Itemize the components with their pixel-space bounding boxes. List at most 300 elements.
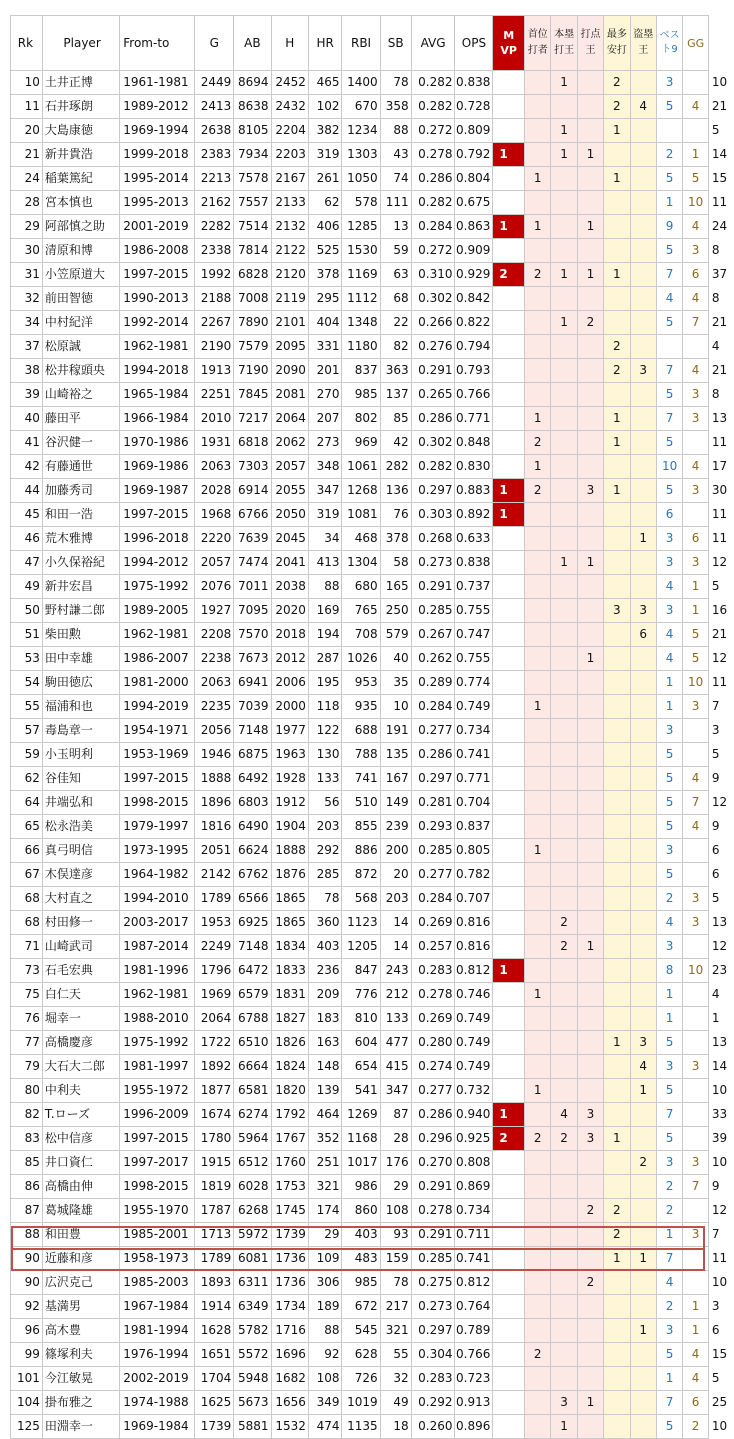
- cell-ops: 0.812: [455, 1271, 493, 1295]
- cell-from-to: 1976-1994: [120, 1343, 195, 1367]
- cell-mvp: [493, 191, 525, 215]
- cell-hr: 163: [308, 1031, 342, 1055]
- cell-gg: 3: [683, 479, 709, 503]
- cell-rbi: 741: [342, 767, 380, 791]
- cell-bt: [525, 1391, 551, 1415]
- cell-rbi: 765: [342, 599, 380, 623]
- cell-ab: 7303: [234, 455, 271, 479]
- cell-from-to: 1981-1996: [120, 959, 195, 983]
- cell-g: 2338: [195, 239, 234, 263]
- cell-h: 2018: [271, 623, 308, 647]
- cell-sbt: [630, 743, 656, 767]
- header-sb[interactable]: SB: [380, 16, 411, 71]
- cell-hr: 122: [308, 719, 342, 743]
- table-row: [11, 719, 734, 743]
- cell-hrt: [551, 335, 577, 359]
- cell-hrt: [551, 1151, 577, 1175]
- cell-h: 1963: [271, 743, 308, 767]
- cell-bt: [525, 911, 551, 935]
- cell-player: 藤田平: [42, 407, 119, 431]
- cell-rbi: 568: [342, 887, 380, 911]
- cell-g: 2208: [195, 623, 234, 647]
- cell-g: 2056: [195, 719, 234, 743]
- cell-avg: 0.267: [411, 623, 455, 647]
- cell-rbit: [577, 887, 603, 911]
- cell-rbi: 1285: [342, 215, 380, 239]
- cell-gg: 3: [683, 1055, 709, 1079]
- cell-rbit: [577, 815, 603, 839]
- cell-g: 1789: [195, 1247, 234, 1271]
- cell-g: 2063: [195, 455, 234, 479]
- cell-rbit: 2: [577, 1199, 603, 1223]
- cell-avg: 0.266: [411, 311, 455, 335]
- cell-sbt: [630, 959, 656, 983]
- cell-rk: 44: [11, 479, 43, 503]
- table-row: [11, 599, 734, 623]
- cell-bt: 1: [525, 455, 551, 479]
- cell-from-to: 1997-2015: [120, 1127, 195, 1151]
- cell-ops: 0.747: [455, 623, 493, 647]
- cell-bt: [525, 359, 551, 383]
- cell-mvp: [493, 1223, 525, 1247]
- cell-rbi: 985: [342, 383, 380, 407]
- cell-hr: 348: [308, 455, 342, 479]
- header-best9[interactable]: [656, 16, 682, 71]
- cell-extra: 12: [708, 551, 733, 575]
- cell-bt: [525, 743, 551, 767]
- cell-gg: 4: [683, 95, 709, 119]
- header-from-to[interactable]: From-to: [120, 16, 195, 71]
- header-batting-title[interactable]: [525, 16, 551, 71]
- cell-h: 1734: [271, 1295, 308, 1319]
- cell-from-to: 1989-2005: [120, 599, 195, 623]
- cell-player: 宮本慎也: [42, 191, 119, 215]
- cell-rbit: [577, 359, 603, 383]
- cell-from-to: 1997-2015: [120, 503, 195, 527]
- cell-ab: 7148: [234, 719, 271, 743]
- cell-rk: 76: [11, 1007, 43, 1031]
- cell-h: 2012: [271, 647, 308, 671]
- cell-player: 有藤通世: [42, 455, 119, 479]
- cell-rbit: [577, 95, 603, 119]
- cell-b9: 5: [656, 743, 682, 767]
- cell-hr: 261: [308, 167, 342, 191]
- cell-extra: 5: [708, 575, 733, 599]
- cell-rbit: [577, 1319, 603, 1343]
- cell-sb: 243: [380, 959, 411, 983]
- cell-ops: 0.764: [455, 1295, 493, 1319]
- cell-sbt: [630, 503, 656, 527]
- cell-rbit: [577, 1415, 603, 1439]
- cell-g: 1787: [195, 1199, 234, 1223]
- header-sb-title[interactable]: [630, 16, 656, 71]
- cell-gg: 3: [683, 551, 709, 575]
- cell-bt: [525, 1199, 551, 1223]
- header-avg[interactable]: AVG: [411, 16, 455, 71]
- cell-b9: 2: [656, 1295, 682, 1319]
- cell-avg: 0.286: [411, 1103, 455, 1127]
- cell-rbi: 483: [342, 1247, 380, 1271]
- cell-g: 2220: [195, 527, 234, 551]
- cell-rbi: 510: [342, 791, 380, 815]
- header-mvp[interactable]: [493, 16, 525, 71]
- cell-g: 2190: [195, 335, 234, 359]
- cell-extra: 4: [708, 335, 733, 359]
- cell-hrt: [551, 839, 577, 863]
- cell-ops: 0.774: [455, 671, 493, 695]
- cell-avg: 0.273: [411, 551, 455, 575]
- cell-avg: 0.285: [411, 839, 455, 863]
- cell-bt: 1: [525, 839, 551, 863]
- cell-sbt: [630, 71, 656, 95]
- cell-avg: 0.297: [411, 767, 455, 791]
- cell-h: 1532: [271, 1415, 308, 1439]
- table-row: [11, 383, 734, 407]
- cell-sbt: [630, 983, 656, 1007]
- cell-hr: 194: [308, 623, 342, 647]
- header-gg[interactable]: GG: [683, 16, 709, 71]
- cell-b9: 1: [656, 983, 682, 1007]
- cell-rk: 57: [11, 719, 43, 743]
- cell-sbt: [630, 479, 656, 503]
- cell-h: 2203: [271, 143, 308, 167]
- cell-rbi: 810: [342, 1007, 380, 1031]
- cell-extra: 8: [708, 383, 733, 407]
- cell-ops: 0.838: [455, 551, 493, 575]
- cell-ops: 0.749: [455, 1031, 493, 1055]
- cell-ht: [604, 791, 630, 815]
- cell-g: 1931: [195, 431, 234, 455]
- cell-b9: 3: [656, 599, 682, 623]
- cell-gg: 3: [683, 383, 709, 407]
- cell-hrt: [551, 767, 577, 791]
- cell-mvp: [493, 95, 525, 119]
- cell-rk: 125: [11, 1415, 43, 1439]
- cell-g: 1722: [195, 1031, 234, 1055]
- cell-rbit: [577, 1343, 603, 1367]
- header-player[interactable]: Player: [42, 16, 119, 71]
- cell-rbi: 788: [342, 743, 380, 767]
- cell-bt: [525, 623, 551, 647]
- cell-player: 山崎武司: [42, 935, 119, 959]
- cell-rbit: [577, 119, 603, 143]
- cell-rk: 64: [11, 791, 43, 815]
- cell-mvp: [493, 1319, 525, 1343]
- cell-ab: 6492: [234, 767, 271, 791]
- cell-player: 堀幸一: [42, 1007, 119, 1031]
- cell-hr: 378: [308, 263, 342, 287]
- cell-extra: 21: [708, 623, 733, 647]
- cell-avg: 0.285: [411, 599, 455, 623]
- cell-bt: [525, 335, 551, 359]
- cell-rbit: [577, 71, 603, 95]
- cell-hr: 349: [308, 1391, 342, 1415]
- table-row: [11, 1415, 734, 1439]
- cell-g: 2028: [195, 479, 234, 503]
- cell-rbit: [577, 1031, 603, 1055]
- cell-g: 1914: [195, 1295, 234, 1319]
- header-g[interactable]: G: [195, 16, 234, 71]
- cell-g: 2162: [195, 191, 234, 215]
- cell-extra: 6: [708, 839, 733, 863]
- cell-ops: 0.734: [455, 719, 493, 743]
- cell-ab: 6566: [234, 887, 271, 911]
- cell-hrt: [551, 191, 577, 215]
- cell-avg: 0.292: [411, 1391, 455, 1415]
- cell-ht: [604, 623, 630, 647]
- cell-ht: [604, 911, 630, 935]
- cell-gg: 7: [683, 1175, 709, 1199]
- cell-mvp: [493, 671, 525, 695]
- cell-ht: 1: [604, 431, 630, 455]
- header-rk[interactable]: Rk: [11, 16, 43, 71]
- cell-sb: 93: [380, 1223, 411, 1247]
- cell-rk: 39: [11, 383, 43, 407]
- cell-from-to: 2001-2019: [120, 215, 195, 239]
- cell-b9: 3: [656, 527, 682, 551]
- table-row: [11, 887, 734, 911]
- cell-sb: 108: [380, 1199, 411, 1223]
- cell-from-to: 1986-2008: [120, 239, 195, 263]
- cell-ab: 7039: [234, 695, 271, 719]
- cell-b9: 5: [656, 1079, 682, 1103]
- cell-rbit: 3: [577, 479, 603, 503]
- cell-mvp: [493, 1199, 525, 1223]
- cell-g: 1819: [195, 1175, 234, 1199]
- cell-hr: 347: [308, 479, 342, 503]
- table-row: [11, 119, 734, 143]
- cell-b9: 4: [656, 623, 682, 647]
- cell-bt: [525, 311, 551, 335]
- cell-hrt: [551, 1079, 577, 1103]
- cell-extra: 7: [708, 1223, 733, 1247]
- cell-sb: 14: [380, 911, 411, 935]
- cell-bt: [525, 503, 551, 527]
- cell-rbi: 985: [342, 1271, 380, 1295]
- cell-rk: 30: [11, 239, 43, 263]
- cell-sb: 76: [380, 503, 411, 527]
- cell-gg: [683, 1031, 709, 1055]
- cell-avg: 0.272: [411, 239, 455, 263]
- cell-from-to: 1965-1984: [120, 383, 195, 407]
- cell-avg: 0.268: [411, 527, 455, 551]
- cell-gg: 10: [683, 671, 709, 695]
- cell-extra: 25: [708, 1391, 733, 1415]
- cell-ops: 0.633: [455, 527, 493, 551]
- cell-rbit: 1: [577, 647, 603, 671]
- cell-bt: [525, 599, 551, 623]
- cell-ht: 1: [604, 479, 630, 503]
- cell-sb: 358: [380, 95, 411, 119]
- cell-hr: 406: [308, 215, 342, 239]
- cell-rbit: [577, 1367, 603, 1391]
- header-ops[interactable]: OPS: [455, 16, 493, 71]
- cell-ht: [604, 671, 630, 695]
- cell-gg: 3: [683, 887, 709, 911]
- cell-hrt: [551, 407, 577, 431]
- cell-rk: 90: [11, 1247, 43, 1271]
- cell-extra: 16: [708, 599, 733, 623]
- cell-ops: 0.732: [455, 1079, 493, 1103]
- cell-mvp: 1: [493, 215, 525, 239]
- cell-hr: 360: [308, 911, 342, 935]
- table-row: [11, 71, 734, 95]
- cell-ab: 7557: [234, 191, 271, 215]
- cell-ab: 6803: [234, 791, 271, 815]
- cell-avg: 0.297: [411, 1319, 455, 1343]
- cell-from-to: 1962-1981: [120, 983, 195, 1007]
- cell-avg: 0.284: [411, 215, 455, 239]
- cell-sbt: [630, 935, 656, 959]
- cell-hrt: 3: [551, 1391, 577, 1415]
- cell-rbi: 886: [342, 839, 380, 863]
- cell-rk: 71: [11, 935, 43, 959]
- cell-from-to: 1994-2018: [120, 359, 195, 383]
- cell-b9: 5: [656, 1031, 682, 1055]
- table-row: [11, 863, 734, 887]
- cell-rk: 73: [11, 959, 43, 983]
- cell-from-to: 1958-1973: [120, 1247, 195, 1271]
- cell-bt: [525, 1223, 551, 1247]
- cell-extra: 13: [708, 407, 733, 431]
- cell-ht: [604, 935, 630, 959]
- table-row: [11, 431, 734, 455]
- cell-bt: [525, 551, 551, 575]
- cell-b9: 5: [656, 167, 682, 191]
- cell-sbt: [630, 311, 656, 335]
- cell-gg: [683, 1247, 709, 1271]
- cell-b9: 5: [656, 815, 682, 839]
- table-row: [11, 1055, 734, 1079]
- cell-ab: 5972: [234, 1223, 271, 1247]
- cell-sbt: [630, 695, 656, 719]
- cell-rk: 79: [11, 1055, 43, 1079]
- cell-rbit: 2: [577, 1271, 603, 1295]
- cell-extra: 24: [708, 215, 733, 239]
- cell-rbi: 654: [342, 1055, 380, 1079]
- header-rbi-title[interactable]: [577, 16, 603, 71]
- header-ab[interactable]: AB: [234, 16, 271, 71]
- header-hr-title[interactable]: [551, 16, 577, 71]
- cell-hr: 236: [308, 959, 342, 983]
- table-row: [11, 1031, 734, 1055]
- cell-player: 田淵幸一: [42, 1415, 119, 1439]
- cell-ht: [604, 1175, 630, 1199]
- cell-g: 2076: [195, 575, 234, 599]
- cell-sbt: [630, 239, 656, 263]
- cell-b9: 1: [656, 1223, 682, 1247]
- cell-player: 中村紀洋: [42, 311, 119, 335]
- cell-mvp: 1: [493, 503, 525, 527]
- cell-mvp: [493, 1031, 525, 1055]
- cell-ht: 1: [604, 1127, 630, 1151]
- cell-sb: 579: [380, 623, 411, 647]
- cell-g: 1780: [195, 1127, 234, 1151]
- cell-rbit: 1: [577, 143, 603, 167]
- cell-avg: 0.304: [411, 1343, 455, 1367]
- cell-g: 1713: [195, 1223, 234, 1247]
- cell-ab: 7845: [234, 383, 271, 407]
- header-hr[interactable]: HR: [308, 16, 342, 71]
- cell-rk: 80: [11, 1079, 43, 1103]
- cell-extra: 9: [708, 815, 733, 839]
- cell-hrt: 1: [551, 119, 577, 143]
- cell-player: 基満男: [42, 1295, 119, 1319]
- cell-g: 1913: [195, 359, 234, 383]
- table-row: [11, 1175, 734, 1199]
- header-rbi[interactable]: RBI: [342, 16, 380, 71]
- header-sb-title-label: 盗塁王: [633, 29, 654, 56]
- cell-ops: 0.749: [455, 1055, 493, 1079]
- header-h[interactable]: H: [271, 16, 308, 71]
- cell-sb: 159: [380, 1247, 411, 1271]
- cell-h: 1831: [271, 983, 308, 1007]
- cell-gg: 10: [683, 959, 709, 983]
- cell-hr: 403: [308, 935, 342, 959]
- cell-h: 2064: [271, 407, 308, 431]
- cell-ab: 6766: [234, 503, 271, 527]
- table-row: [11, 1151, 734, 1175]
- cell-mvp: [493, 1391, 525, 1415]
- cell-player: 井口資仁: [42, 1151, 119, 1175]
- cell-from-to: 1996-2009: [120, 1103, 195, 1127]
- cell-player: 高橋由伸: [42, 1175, 119, 1199]
- cell-hrt: [551, 719, 577, 743]
- cell-sbt: [630, 287, 656, 311]
- cell-b9: 4: [656, 1271, 682, 1295]
- cell-rbit: [577, 455, 603, 479]
- cell-bt: [525, 863, 551, 887]
- cell-g: 1816: [195, 815, 234, 839]
- cell-rk: 65: [11, 815, 43, 839]
- cell-sb: 415: [380, 1055, 411, 1079]
- cell-sbt: [630, 1367, 656, 1391]
- cell-avg: 0.272: [411, 119, 455, 143]
- cell-gg: [683, 719, 709, 743]
- cell-ops: 0.837: [455, 815, 493, 839]
- cell-ops: 0.925: [455, 1127, 493, 1151]
- cell-ops: 0.771: [455, 767, 493, 791]
- cell-avg: 0.284: [411, 695, 455, 719]
- cell-g: 2010: [195, 407, 234, 431]
- cell-h: 2122: [271, 239, 308, 263]
- cell-rk: 29: [11, 215, 43, 239]
- cell-b9: 5: [656, 479, 682, 503]
- cell-extra: 23: [708, 959, 733, 983]
- cell-hr: 525: [308, 239, 342, 263]
- cell-hr: 285: [308, 863, 342, 887]
- cell-mvp: 1: [493, 143, 525, 167]
- table-row: [11, 695, 734, 719]
- cell-ops: 0.804: [455, 167, 493, 191]
- cell-hrt: [551, 287, 577, 311]
- cell-sbt: [630, 407, 656, 431]
- cell-sbt: 3: [630, 359, 656, 383]
- cell-gg: 3: [683, 911, 709, 935]
- cell-rbi: 1123: [342, 911, 380, 935]
- cell-h: 2132: [271, 215, 308, 239]
- cell-ht: [604, 191, 630, 215]
- cell-ht: [604, 839, 630, 863]
- cell-avg: 0.296: [411, 1127, 455, 1151]
- cell-rbi: 1135: [342, 1415, 380, 1439]
- cell-hrt: [551, 239, 577, 263]
- cell-gg: 1: [683, 1319, 709, 1343]
- cell-rk: 21: [11, 143, 43, 167]
- header-hits-title[interactable]: [604, 16, 630, 71]
- cell-ab: 6579: [234, 983, 271, 1007]
- table-row: [11, 1271, 734, 1295]
